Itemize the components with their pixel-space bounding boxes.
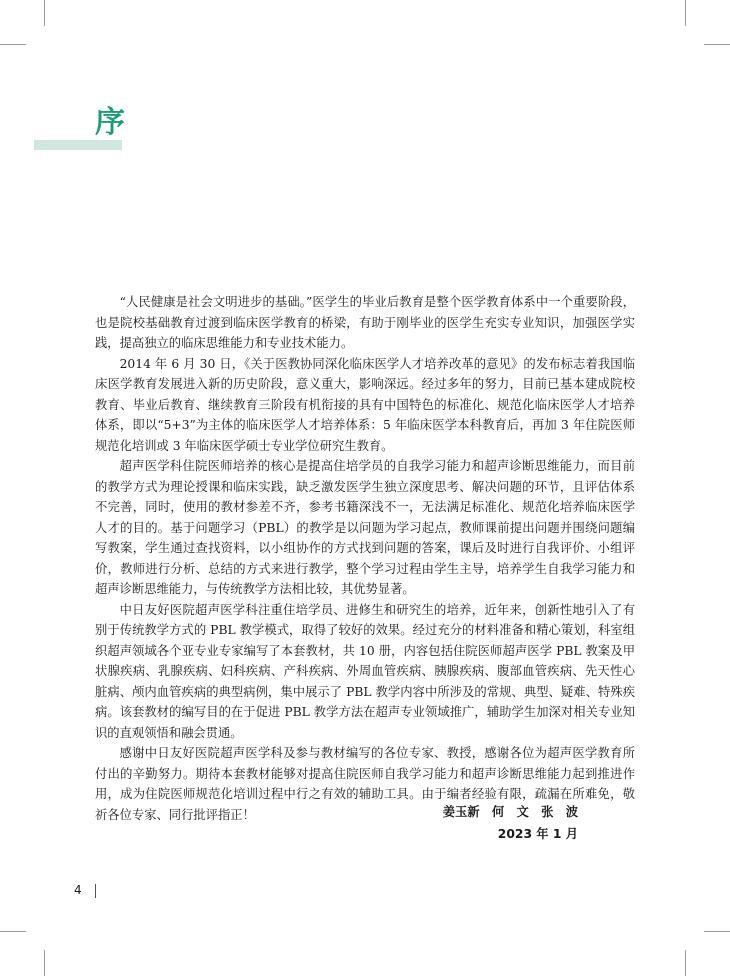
paragraph: 中日友好医院超声医学科注重住培学员、进修生和研究生的培养，近年来，创新性地引入了有别于传统教学方式的 PBL 教学模式，取得了较好的效果。经过充分的材料准备和精心策划，科室组织超声领域各个亚专业专家编写了本套教材，共 10 册，内容包括住院医师超声医学 PBL 教案及甲状腺疾病、乳腺疾病、妇科疾病、产科疾病、外周血管疾病、胰腺疾病、腹部血管疾病、先天性心脏病、颅内血管疾病的典型病例，集中展示了 PBL 教学内容中所涉及的常规、典型、疑难、特殊疾病。该套教材的编写目的在于促进 PBL 教学方法在超声专业领域推广，辅助学生加深对相关专业知识的直观领悟和融会贯通。: [95, 602, 635, 740]
page-title: 序: [95, 105, 125, 140]
crop-mark: [685, 0, 686, 26]
crop-mark: [44, 950, 45, 976]
crop-mark: [704, 931, 730, 932]
signature-block: [443, 801, 578, 845]
preface-body: [95, 292, 635, 825]
paragraph: 2014 年 6 月 30 日，《关于医教协同深化临床医学人才培养改革的意见》的发布标志着我国临床医学教育发展进入新的历史阶段，意义重大，影响深远。经过多年的努力，目前已基本建成院校教育、毕业后教育、继续教育三阶段有机衔接的具有中国特色的标准化、规范化临床医学人才培养体系，即以“5+3”为主体的临床医学人才培养体系：5 年临床医学本科教育后，再加 3 年住院医师规范化培训或 3 年临床医学硕士专业学位研究生教育。: [95, 356, 635, 453]
crop-mark: [44, 0, 45, 26]
crop-mark: [0, 931, 26, 932]
crop-mark: [0, 44, 26, 45]
crop-mark: [704, 44, 730, 45]
crop-mark: [685, 950, 686, 976]
signature-date: 2023 年 1 月: [497, 827, 578, 841]
paragraph: 感谢中日友好医院超声医学科及参与教材编写的各位专家、教授，感谢各位为超声医学教育所付出的辛勤努力。期待本套教材能够对提高住院医师自我学习能力和超声诊断思维能力起到推进作用，成为住院医师规范化培训过程中行之有效的辅助工具。由于编者经验有限，疏漏在所难免，敬祈各位专家、同行批评指正！: [95, 746, 635, 822]
paragraph: “人民健康是社会文明进步的基础。”医学生的毕业后教育是整个医学教育体系中一个重要阶段，也是院校基础教育过渡到临床医学教育的桥梁，有助于刚毕业的医学生充实专业知识，加强医学实践，提高独立的临床思维能力和专业技术能力。: [95, 295, 635, 350]
signature-authors: 姜玉新 何 文 张 波: [442, 805, 578, 819]
page-number-divider: [95, 884, 96, 898]
title-underline: [34, 140, 122, 150]
page-number: 4: [74, 883, 82, 897]
paragraph: 超声医学科住院医师培养的核心是提高住培学员的自我学习能力和超声诊断思维能力，而目前的教学方式为理论授课和临床实践，缺乏激发医学生独立深度思考、解决问题的环节，且评估体系不完善，同时，使用的教材参差不齐，参考书籍深浅不一，无法满足标准化、规范化培养临床医学人才的目的。基于问题学习（PBL）的教学是以问题为学习起点，教师课前提出问题并围绕问题编写教案，学生通过查找资料，以小组协作的方式找到问题的答案，课后及时进行自我评价、小组评价，教师进行分析、总结的方式来进行教学，整个学习过程由学生主导，培养学生自我学习能力和超声诊断思维能力，与传统教学方法相比较，其优势显著。: [95, 459, 635, 596]
